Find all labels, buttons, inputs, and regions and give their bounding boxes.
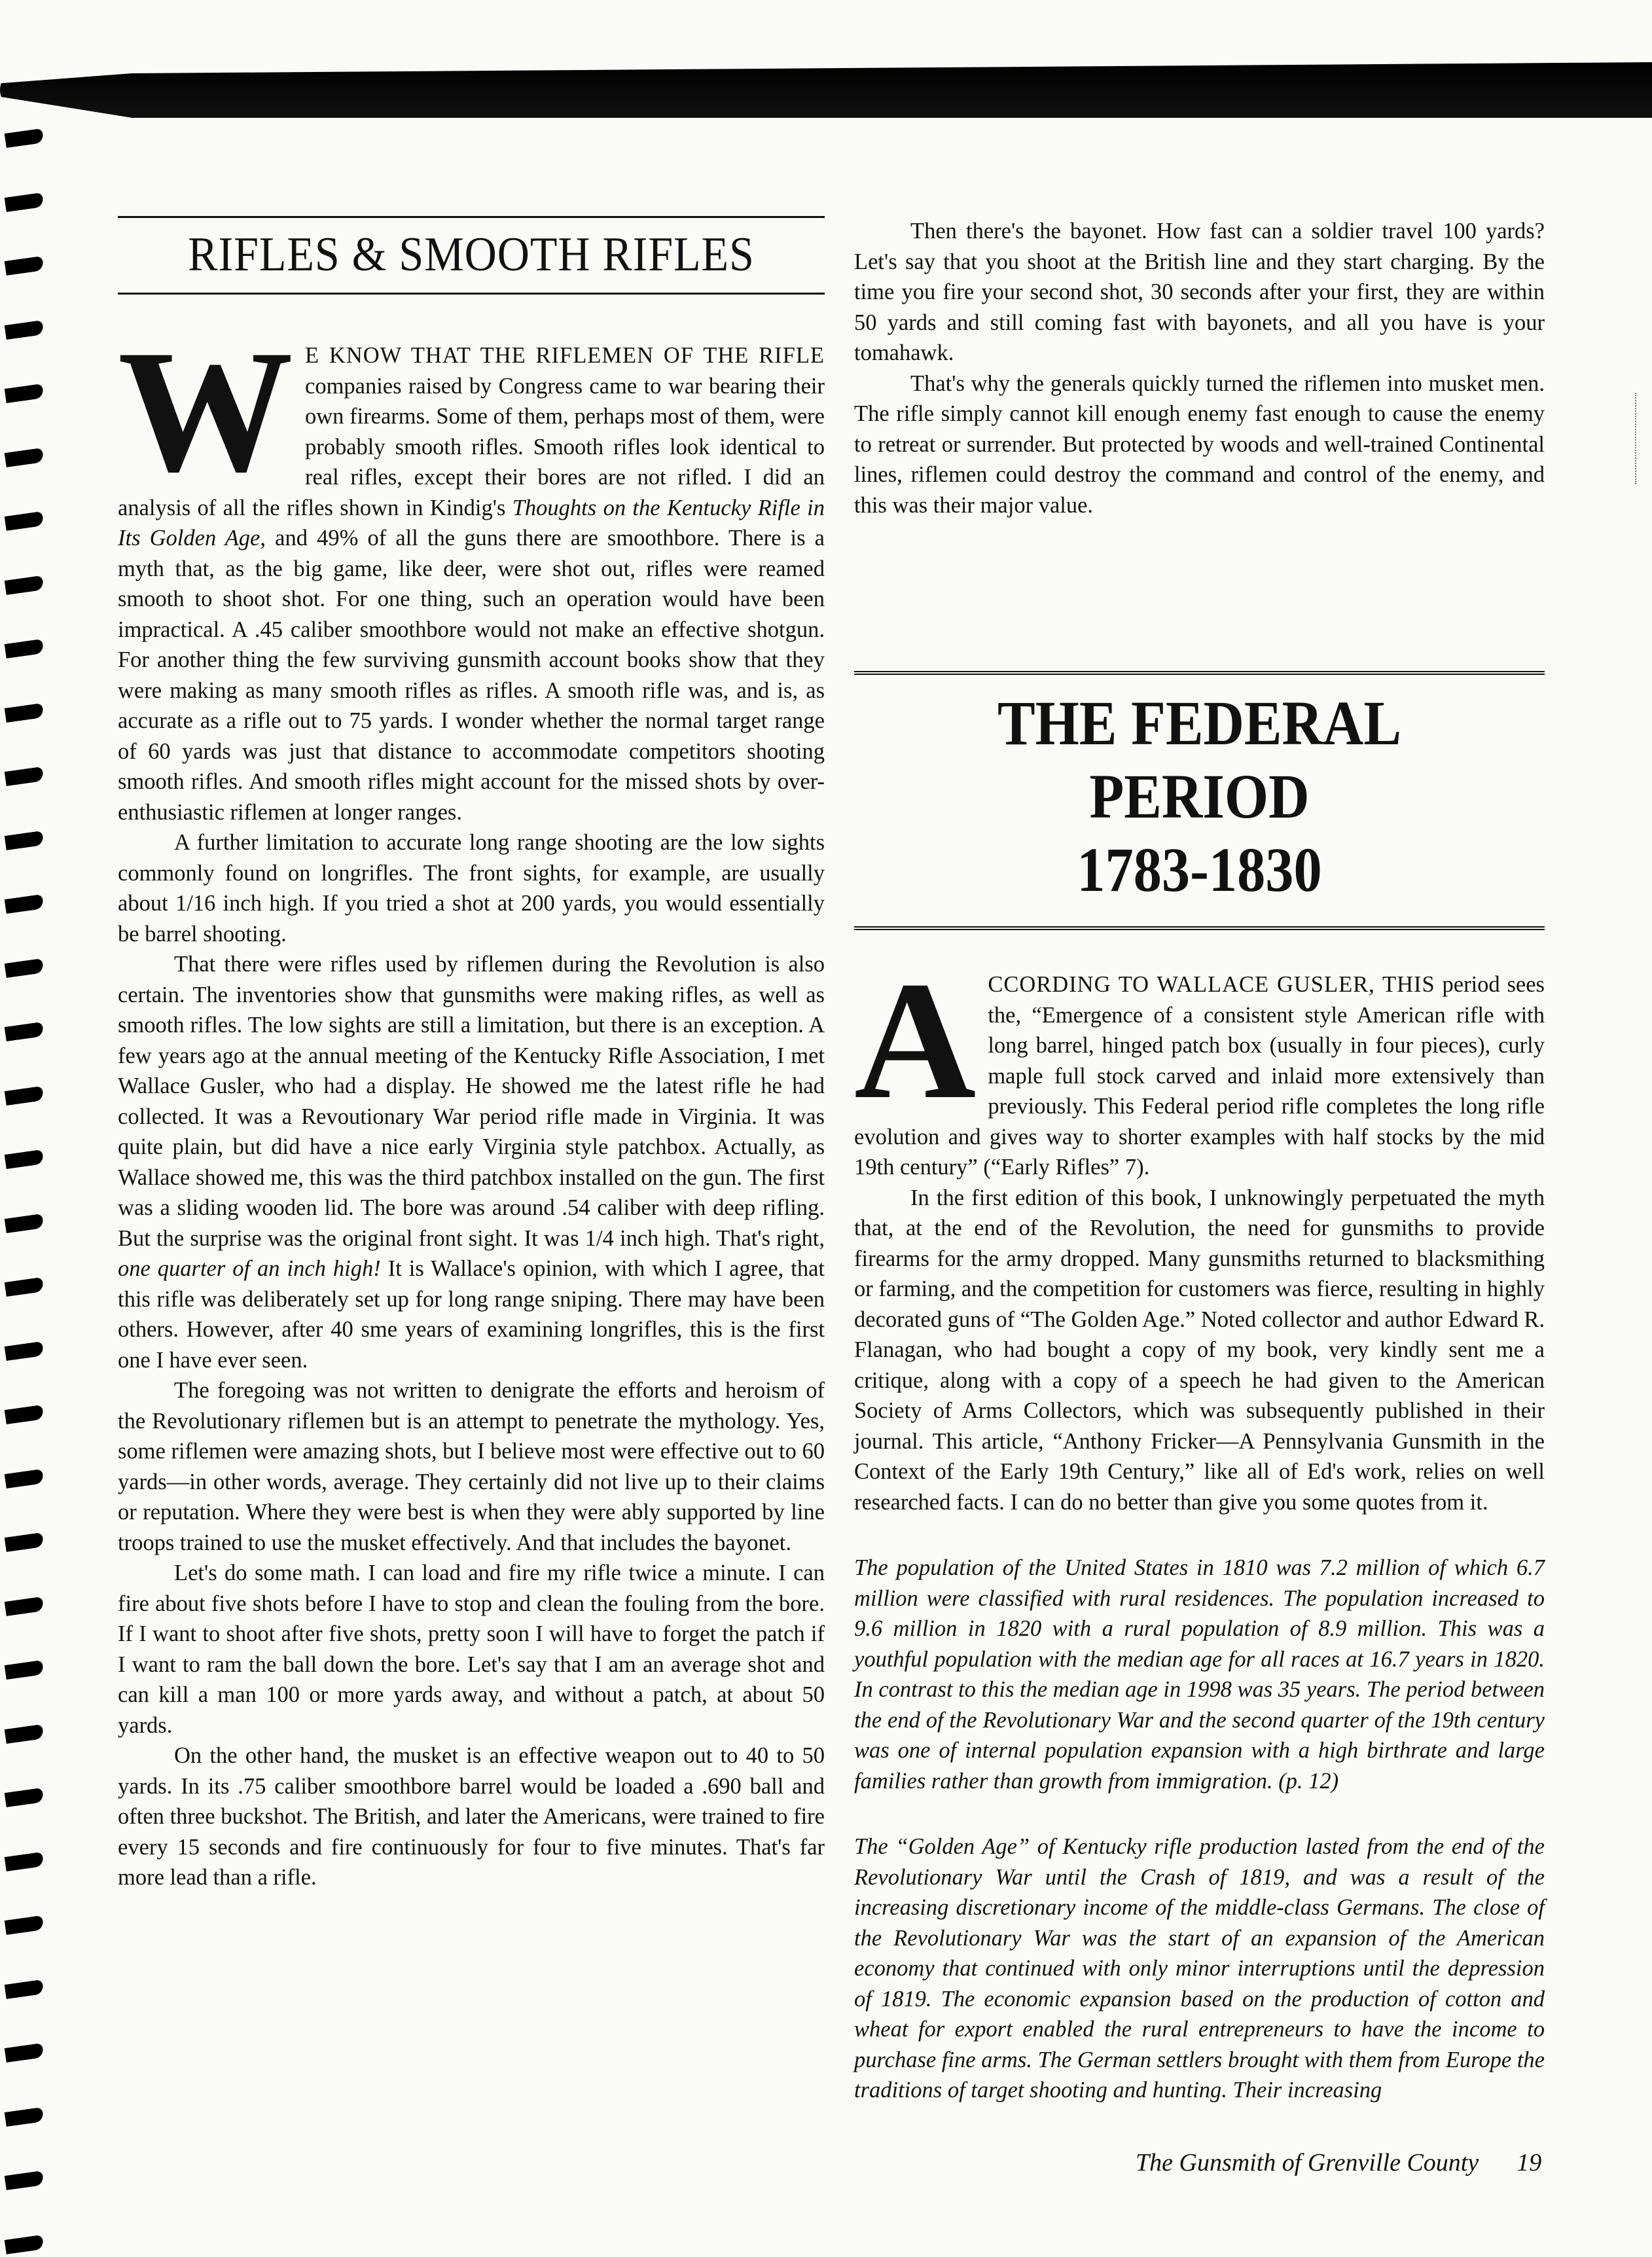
binding-hole	[5, 448, 44, 467]
binding-hole	[5, 2043, 44, 2063]
spacer	[854, 520, 1545, 671]
left-column	[118, 216, 825, 1893]
book-title: Thoughts on the Kentucky Rifle in Its Golden Age	[118, 495, 825, 551]
binding-hole	[5, 894, 44, 914]
binding-hole	[5, 320, 44, 340]
emphasis: one quarter of an inch high!	[118, 1256, 381, 1281]
chapter-heading-box	[854, 671, 1545, 930]
chapter-dates: 1783-1830	[1077, 835, 1322, 905]
binding-hole	[5, 192, 44, 212]
page-number: 19	[1517, 2149, 1542, 2176]
binding-hole	[5, 575, 44, 595]
drop-cap: A	[854, 947, 977, 1134]
block-quote: The population of the United States in 1810 was 7.2 million of which 6.7 million were classified with rural residences. The population increased to 9.6 million in 1820 with a rural population of 8.9 million. This was a youthful population with the median age for all races at 16.7 years in 1820. In contrast to this the median age in 1998 was 35 years. The period between the end of the Revolutionary War and the second quarter of the 19th century was one of internal population expansion with a high birthrate and large families rather than growth from immigration. (p. 12)	[854, 1555, 1545, 1794]
paragraph	[854, 947, 1545, 1183]
binding-hole	[5, 1788, 44, 1807]
section-heading-box	[118, 216, 825, 295]
binding-hole	[5, 1214, 44, 1233]
right-column	[854, 216, 1545, 2106]
binding-hole	[5, 1277, 44, 1297]
spiral-binding	[0, 131, 65, 2252]
section-heading: RIFLES & SMOOTH RIFLES	[188, 228, 755, 281]
text: period sees the, “Emergence of a consistent style American rifle with long barrel, hinged patch box (usually in four pieces), curly maple full stock carved and inlaid more extensively than previously. This Federal period rifle completes the long rifle evolution and gives way to shorter examples with half stocks by the mid 19th century” (“Early Rifles” 7).	[854, 972, 1545, 1180]
paragraph: Then there's the bayonet. How fast can a soldier travel 100 yards? Let's say that you shoot at the British line and they start charging. By the time you fire your second shot, 30 seconds after your first, they are within 50 yards and still coming fast with bayonets, and all you have is your tomahawk.	[854, 219, 1545, 365]
binding-hole	[5, 1532, 44, 1552]
lead-in: E KNOW THAT THE RIFLEMEN OF THE RIFLE	[305, 343, 825, 368]
binding-hole	[5, 128, 44, 148]
paragraph: The foregoing was not written to denigrate the efforts and heroism of the Revolutionary riflemen but is an attempt to penetrate the mythology. Yes, some riflemen were amazing shots, but I believe most were effective out to 60 yards—in other words, average. They certainly did not live up to their claims or reputation. Where they were best is when they were ably supported by line troops trained to use the musket effectively. And that includes the bayonet.	[118, 1378, 825, 1555]
top-scan-edge-bar	[0, 62, 1652, 118]
binding-hole	[5, 1724, 44, 1744]
binding-hole	[5, 831, 44, 850]
binding-hole	[5, 511, 44, 531]
drop-cap: W	[118, 314, 293, 508]
paragraph: On the other hand, the musket is an effective weapon out to 40 to 50 yards. In its .75 caliber smoothbore barrel would be loaded a .690 ball and often three buckshot. The British, and later the Americans, were trained to fire every 15 seconds and fire continuously for four to five minutes. That's far more lead than a rifle.	[118, 1743, 825, 1890]
binding-hole	[5, 703, 44, 723]
binding-hole	[5, 958, 44, 978]
text: It is Wallace's opinion, with which I agree, that this rifle was deliberately set up for long range sniping. There may have been others. However, after 40 sme years of examining longrifles, this is the first one I have ever seen.	[118, 1256, 825, 1373]
binding-hole	[5, 256, 44, 276]
binding-hole	[5, 1022, 44, 1041]
lead-in: CCORDING TO WALLACE GUSLER, THIS	[988, 972, 1435, 997]
paragraph	[118, 314, 825, 827]
text: , and 49% of all the guns there are smoothbore. There is a myth that, as the big game, like deer, were shot out, rifles were reamed smooth to shoot shot. For one thing, such an operation would have been impractical. A .45 caliber smoothbore would not make an effective shotgun. For another thing the few surviving gunsmith account books show that they were making as many smooth rifles as rifles. A smooth rifle was, and is, as accurate as a rifle out to 75 yards. I wonder whether the normal target range of 60 yards was just that distance to accommodate competitors shooting smooth rifles. And smooth rifles might account for the missed shots by over-enthusiastic riflemen at longer ranges.	[118, 526, 825, 825]
binding-hole	[5, 767, 44, 786]
binding-hole	[5, 2235, 44, 2254]
paragraph: A further limitation to accurate long range shooting are the low sights commonly found on longrifles. The front sights, for example, are usually about 1/16 inch high. If you tried a shot at 200 yards, you would essentially be barrel shooting.	[118, 830, 825, 947]
binding-hole	[5, 1469, 44, 1489]
binding-hole	[5, 1341, 44, 1361]
binding-hole	[5, 1597, 44, 1616]
page-footer	[1136, 2148, 1541, 2177]
binding-hole	[5, 1149, 44, 1169]
paragraph: Let's do some math. I can load and fire my rifle twice a minute. I can fire about five shots before I have to stop and clean the fouling from the bore. If I want to shoot after five shots, pretty soon I will have to forget the patch if I want to ram the ball down the bore. Let's say that I am an average shot and can kill a man 100 or more yards away, and without a patch, at about 50 yards.	[118, 1561, 825, 1738]
binding-hole	[5, 1086, 44, 1106]
paragraph: In the first edition of this book, I unknowingly perpetuated the myth that, at the end of the Revolution, the need for gunsmiths to provide firearms for the army dropped. Many gunsmiths returned to blacksmithing or farming, and the competition for customers was fierce, resulting in highly decorated guns of “The Golden Age.” Noted collector and author Edward R. Flanagan, who had bought a copy of my book, very kindly sent me a critique, along with a copy of a speech he had given to the American Society of Arms Collectors, which was subsequently published in their journal. This article, “Anthony Fricker—A Pennsylvania Gunsmith in the Context of the Early 19th Century,” like all of Ed's work, relies on well researched facts. I can do no better than give you some quotes from it.	[854, 1185, 1545, 1515]
binding-hole	[5, 1979, 44, 1999]
binding-hole	[5, 1405, 44, 1424]
chapter-heading: THE FEDERAL PERIOD	[997, 688, 1401, 831]
binding-hole	[5, 1660, 44, 1680]
running-title: The Gunsmith of Grenville County	[1136, 2149, 1479, 2176]
binding-hole	[5, 384, 44, 403]
text: That there were rifles used by riflemen during the Revolution is also certain. The inventories show that gunsmiths were making rifles, as well as smooth rifles. The low sights are still a limitation, but there is an exception. A few years ago at the annual meeting of the Kentucky Rifle Association, I met Wallace Gusler, who had a display. He showed me the latest rifle he had collected. It was a Revoutionary War period rifle made in Virginia. It was quite plain, but did have a nice early Virginia style patchbox. Actually, as Wallace showed me, this was the third patchbox installed on the gun. The first was a sliding wooden lid. The bore was around .54 caliber with deep rifling. But the surprise was the original front sight. It was 1/4 inch high. That's right,	[118, 952, 825, 1251]
binding-hole	[5, 2107, 44, 2127]
text: companies raised by Congress came to war bearing their own firearms. Some of them, perhaps most of them, were probably smooth rifles. Smooth rifles look identical to real rifles, except their bores are not rifled. I did an analysis of all the rifles shown in Kindig's	[118, 373, 825, 520]
binding-hole	[5, 1852, 44, 1871]
block-quote: The “Golden Age” of Kentucky rifle production lasted from the end of the Revolutionary War until the Crash of 1819, and was a result of the increasing discretionary income of the middle-class Germans. The close of the Revolutionary War was the start of an expansion of the American economy that continued with only minor interruptions until the depression of 1819. The economic expansion based on the production of cotton and wheat for export enabled the rural entrepreneurs to have the income to purchase fine arms. The German settlers brought with them from Europe the traditions of target shooting and hunting. Their increasing	[854, 1834, 1545, 2103]
binding-hole	[5, 639, 44, 659]
binding-hole	[5, 1915, 44, 1935]
paragraph	[118, 949, 825, 1375]
paragraph: That's why the generals quickly turned the riflemen into musket men. The rifle simply cannot kill enough enemy fast enough to cause the enemy to retreat or surrender. But protected by woods and well-trained Continental lines, riflemen could destroy the command and control of the enemy, and this was their major value.	[854, 370, 1545, 518]
binding-hole	[5, 2171, 44, 2190]
margin-marks	[1635, 393, 1640, 484]
